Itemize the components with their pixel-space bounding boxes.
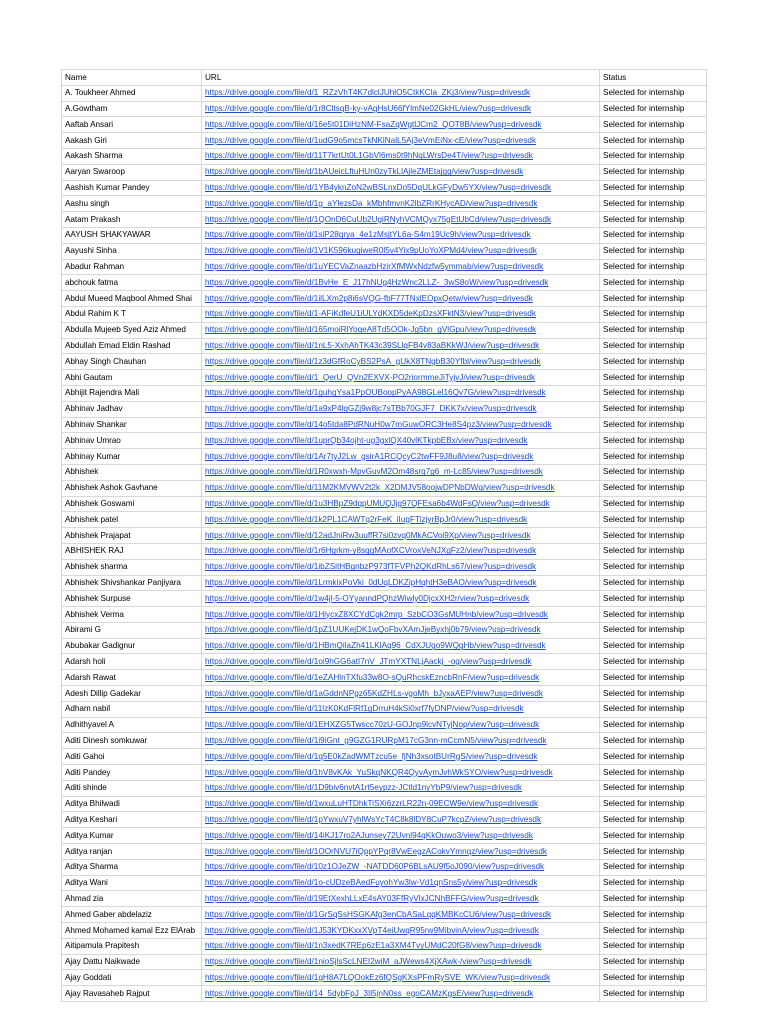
status-cell: Selected for internship: [600, 354, 707, 370]
url-cell: [202, 385, 600, 401]
drive-link[interactable]: https://drive.google.com/file/d/1o-cUDzeBAedFuyohYw3lw-Vd1qnSns5y/view?usp=drivesdk: [205, 878, 538, 888]
table-row: [62, 385, 707, 401]
drive-link[interactable]: https://drive.google.com/file/d/1J53KYDKxxXVpT4eiUwqR95rw9MibvinA/view?usp=drivesdk: [205, 925, 539, 935]
name-cell: Aditya ranjan: [62, 844, 202, 860]
url-cell: [202, 306, 600, 322]
url-cell: [202, 512, 600, 528]
table-row: [62, 970, 707, 986]
name-cell: Abdul Rahim K T: [62, 306, 202, 322]
name-cell: abchouk fatma: [62, 275, 202, 291]
name-cell: Aditya Sharma: [62, 859, 202, 875]
drive-link[interactable]: https://drive.google.com/file/d/1hV8vKAk_YuSkqNKQR4QyvAymJvhWkSYO/view?usp=drivesdk: [205, 767, 553, 777]
status-cell: Selected for internship: [600, 480, 707, 496]
name-cell: Aashu singh: [62, 196, 202, 212]
drive-link[interactable]: https://drive.google.com/file/d/1oi9hGG6atI7nV_JTmYXTNLjAackj_-og/view?usp=drivesdk: [205, 656, 532, 666]
url-cell: [202, 701, 600, 717]
url-cell: [202, 954, 600, 970]
drive-link[interactable]: https://drive.google.com/file/d/1pYwxuV7yhlWsYcT4C8k8lDY8CuP7kcpZ/view?usp=drivesdk: [205, 814, 542, 824]
drive-link[interactable]: https://drive.google.com/file/d/1_RZzVhT4K7dlclJUhlO5CtkKCla_ZKj3/view?usp=drivesdk: [205, 88, 531, 98]
drive-link[interactable]: https://drive.google.com/file/d/1a9xP4lqGZj9w8jc7sTBb70GJF7_DKK7x/view?usp=drivesdk: [205, 404, 537, 414]
table-row: [62, 322, 707, 338]
name-cell: Abhishek Verma: [62, 607, 202, 623]
url-cell: [202, 275, 600, 291]
drive-link[interactable]: https://drive.google.com/file/d/12adJniRw3uuffR7si0zvq0MkACVoi9Xp/view?usp=drivesdk: [205, 530, 531, 540]
url-cell: [202, 543, 600, 559]
name-cell: Aditya Bhilwadi: [62, 796, 202, 812]
table-row: [62, 306, 707, 322]
status-cell: Selected for internship: [600, 133, 707, 149]
status-cell: Selected for internship: [600, 686, 707, 702]
url-cell: [202, 812, 600, 828]
status-cell: Selected for internship: [600, 401, 707, 417]
status-cell: Selected for internship: [600, 227, 707, 243]
drive-link[interactable]: https://drive.google.com/file/d/16e5t01DiHzNM-FsaZqWgtlJCm2_QOT8B/view?usp=drivesdk: [205, 119, 542, 129]
url-cell: [202, 354, 600, 370]
url-cell: [202, 148, 600, 164]
table-row: [62, 528, 707, 544]
name-cell: Abhishek Shivshankar Panjiyara: [62, 575, 202, 591]
status-cell: Selected for internship: [600, 607, 707, 623]
table-row: [62, 512, 707, 528]
status-cell: Selected for internship: [600, 638, 707, 654]
url-cell: [202, 970, 600, 986]
drive-link[interactable]: https://drive.google.com/file/d/1r8CltsqB-ky-vAgHsU66fYlmNe02GkHL/view?usp=drivesdk: [205, 104, 532, 114]
status-cell: Selected for internship: [600, 622, 707, 638]
status-cell: Selected for internship: [600, 780, 707, 796]
applicants-table: [61, 69, 707, 1002]
table-row: [62, 148, 707, 164]
status-cell: Selected for internship: [600, 701, 707, 717]
status-cell: Selected for internship: [600, 717, 707, 733]
status-cell: Selected for internship: [600, 370, 707, 386]
url-cell: [202, 322, 600, 338]
table-row: [62, 401, 707, 417]
url-cell: [202, 749, 600, 765]
table-row: [62, 433, 707, 449]
table-row: [62, 275, 707, 291]
url-cell: [202, 133, 600, 149]
url-cell: [202, 670, 600, 686]
name-cell: Adarsh holi: [62, 654, 202, 670]
status-cell: Selected for internship: [600, 828, 707, 844]
name-cell: Abhi Gautam: [62, 370, 202, 386]
table-row: [62, 938, 707, 954]
status-cell: Selected for internship: [600, 433, 707, 449]
name-cell: Abdulla Mujeeb Syed Aziz Ahmed: [62, 322, 202, 338]
table-row: [62, 417, 707, 433]
table-row: [62, 133, 707, 149]
name-cell: Abdul Mueed Maqbool Ahmed Shai: [62, 291, 202, 307]
url-cell: [202, 622, 600, 638]
name-cell: Aditya Wani: [62, 875, 202, 891]
name-cell: Aditi Dinesh somkuwar: [62, 733, 202, 749]
drive-link[interactable]: https://drive.google.com/file/d/1LrmkixPoVki_0dUqLDKZipHqhtH3eBAO/view?usp=drivesdk: [205, 578, 537, 587]
name-cell: Abhishek Prajapat: [62, 528, 202, 544]
url-cell: [202, 496, 600, 512]
name-cell: Abhishek Goswami: [62, 496, 202, 512]
status-cell: Selected for internship: [600, 180, 707, 196]
name-cell: Abhinav Shankar: [62, 417, 202, 433]
drive-link[interactable]: https://drive.google.com/file/d/1pZ1UUKejDK1wQoFbvXAmJjeByxhj0b79/view?usp=drivesdk: [205, 625, 541, 635]
table-row: [62, 923, 707, 939]
table-row: [62, 701, 707, 717]
drive-link[interactable]: https://drive.google.com/file/d/1OOrNVU7iQppYPqr8VwEegzACokvYmnqz/view?usp=drivesdk: [205, 846, 547, 856]
table-row: [62, 354, 707, 370]
status-cell: Selected for internship: [600, 559, 707, 575]
table-body: [62, 85, 707, 1001]
table-row: [62, 291, 707, 307]
status-cell: Selected for internship: [600, 464, 707, 480]
drive-link[interactable]: https://drive.google.com/file/d/1-AFiKdfeU1iULYdKXD5deKpDzsXFktN3/view?usp=drivesdk: [205, 309, 536, 319]
table-row: [62, 954, 707, 970]
status-cell: Selected for internship: [600, 907, 707, 923]
drive-link[interactable]: https://drive.google.com/file/d/1Ar7tyJ2Lw_gsirA1RCQcyC2twFF9J8u8/view?usp=drivesdk: [205, 451, 534, 461]
drive-link[interactable]: https://drive.google.com/file/d/1guhgYsa1PpOUBoopPyAA98GLel16Qv7G/view?usp=drivesdk: [205, 388, 546, 398]
status-cell: Selected for internship: [600, 117, 707, 133]
status-cell: Selected for internship: [600, 749, 707, 765]
table-row: [62, 164, 707, 180]
status-cell: Selected for internship: [600, 796, 707, 812]
drive-link[interactable]: https://drive.google.com/file/d/1g_aYlezsDa_kMbhfmvnK2lbZRrKHycAD/view?usp=drivesdk: [205, 198, 538, 208]
name-cell: Adham nabil: [62, 701, 202, 717]
url-cell: [202, 180, 600, 196]
name-cell: Aditya Keshari: [62, 812, 202, 828]
url-cell: [202, 433, 600, 449]
url-cell: [202, 164, 600, 180]
name-cell: Ahmed Mohamed kamal Ezz ElArab: [62, 923, 202, 939]
url-cell: [202, 938, 600, 954]
url-cell: [202, 227, 600, 243]
status-cell: Selected for internship: [600, 85, 707, 101]
table-row: [62, 101, 707, 117]
table-row: [62, 196, 707, 212]
drive-link[interactable]: https://drive.google.com/file/d/1ibZSitHBgnbzP973fTFVPh2QKdRhLs67/view?usp=drivesdk: [205, 562, 537, 572]
url-cell: [202, 907, 600, 923]
name-cell: Aditi shinde: [62, 780, 202, 796]
table-row: [62, 464, 707, 480]
status-cell: Selected for internship: [600, 338, 707, 354]
status-cell: Selected for internship: [600, 528, 707, 544]
url-cell: [202, 196, 600, 212]
status-cell: Selected for internship: [600, 591, 707, 607]
name-cell: Ajay Dattu Naikwade: [62, 954, 202, 970]
drive-link[interactable]: https://drive.google.com/file/d/1EHXZG5Twscc70zU-GOJnp9lcvNTyjNop/view?usp=drivesdk: [205, 720, 540, 730]
status-cell: Selected for internship: [600, 654, 707, 670]
name-cell: Abhijit Rajendra Mali: [62, 385, 202, 401]
header-name: Name: [62, 70, 202, 86]
drive-link[interactable]: https://drive.google.com/file/d/1GrSqSsHSGKAfg3enCbASaLqqKMBKcCU6/view?usp=drivesdk: [205, 909, 552, 919]
table-row: [62, 449, 707, 465]
url-cell: [202, 212, 600, 228]
url-cell: [202, 338, 600, 354]
name-cell: Abhishek Ashok Gavhane: [62, 480, 202, 496]
status-cell: Selected for internship: [600, 275, 707, 291]
url-cell: [202, 780, 600, 796]
name-cell: Aitipamula Prapitesh: [62, 938, 202, 954]
url-cell: [202, 923, 600, 939]
status-cell: Selected for internship: [600, 575, 707, 591]
drive-link[interactable]: https://drive.google.com/file/d/1aGddnNPgz65KdZHLs-vgoMh_bJyxaAEP/view?usp=drivesdk: [205, 688, 543, 698]
status-cell: Selected for internship: [600, 543, 707, 559]
url-cell: [202, 401, 600, 417]
url-cell: [202, 117, 600, 133]
drive-link[interactable]: https://drive.google.com/file/d/11M2KMVWV2t2k_X2DMJV58oojwDPNbDWq/view?usp=drivesdk: [205, 483, 555, 493]
status-cell: Selected for internship: [600, 243, 707, 259]
drive-link[interactable]: https://drive.google.com/file/d/1udG9o5mcsTkNKlNalL5Aj3eVmEiNx-cE/view?usp=drivesdk: [205, 135, 537, 145]
table-row: [62, 907, 707, 923]
url-cell: [202, 654, 600, 670]
drive-link[interactable]: https://drive.google.com/file/d/1n3xedK7REp6zE1a3XM4TvyUMdC20fG8/view?usp=drivesdk: [205, 941, 542, 951]
drive-link[interactable]: https://drive.google.com/file/d/1HiycxZ8XCYdCgk2mrp_SzbCO3GsMUHnb/view?usp=drivesdk: [205, 609, 548, 619]
name-cell: A. Toukheer Ahmed: [62, 85, 202, 101]
drive-link[interactable]: https://drive.google.com/file/d/1nioSjlsScLNEI2wiM_aJWews4XjXAwk-/view?usp=drivesdk: [205, 957, 532, 967]
url-cell: [202, 607, 600, 623]
name-cell: Ahmad zia: [62, 891, 202, 907]
name-cell: Abhinay Kumar: [62, 449, 202, 465]
drive-link[interactable]: https://drive.google.com/file/d/1QOnD6CuUb2UgiRNyhVCMQyx75gEtUbCd/view?usp=drivesdk: [205, 214, 552, 224]
table-row: [62, 85, 707, 101]
url-cell: [202, 765, 600, 781]
table-row: [62, 559, 707, 575]
table-row: [62, 733, 707, 749]
header-status: Status: [600, 70, 707, 86]
status-cell: Selected for internship: [600, 765, 707, 781]
url-cell: [202, 591, 600, 607]
status-cell: Selected for internship: [600, 512, 707, 528]
name-cell: Adesh Dillip Gadekar: [62, 686, 202, 702]
name-cell: Abhinav Umrao: [62, 433, 202, 449]
table-row: [62, 670, 707, 686]
url-cell: [202, 575, 600, 591]
url-cell: [202, 480, 600, 496]
status-cell: Selected for internship: [600, 259, 707, 275]
table-row: [62, 812, 707, 828]
name-cell: Abubakar Gadignur: [62, 638, 202, 654]
url-cell: [202, 464, 600, 480]
drive-link[interactable]: https://drive.google.com/file/d/1u3HBpZ9dqpUMUQJjg97QFEsa6b4WdFsQ/view?usp=drivesdk: [205, 499, 550, 509]
table-row: [62, 654, 707, 670]
status-cell: Selected for internship: [600, 923, 707, 939]
url-cell: [202, 528, 600, 544]
table-row: [62, 828, 707, 844]
table-row: [62, 480, 707, 496]
url-cell: [202, 733, 600, 749]
table-row: [62, 243, 707, 259]
name-cell: Aditi Gahoi: [62, 749, 202, 765]
table-row: [62, 575, 707, 591]
table-row: [62, 622, 707, 638]
status-cell: Selected for internship: [600, 970, 707, 986]
name-cell: Aatam Prakash: [62, 212, 202, 228]
status-cell: Selected for internship: [600, 322, 707, 338]
name-cell: Abirami G: [62, 622, 202, 638]
status-cell: Selected for internship: [600, 733, 707, 749]
table-row: [62, 370, 707, 386]
header-row: [62, 70, 707, 86]
table-row: [62, 859, 707, 875]
status-cell: Selected for internship: [600, 986, 707, 1002]
name-cell: Aditya Kumar: [62, 828, 202, 844]
drive-link[interactable]: https://drive.google.com/file/d/1nL5-XxhAhTK43c39SLlqFB4v83aBKkWJ/view?usp=drivesdk: [205, 341, 540, 351]
drive-link[interactable]: https://drive.google.com/file/d/1D9biv6nvtA1rt5eypzz-JCtld1nyYbP9/view?usp=drivesdk: [205, 783, 522, 793]
drive-link[interactable]: https://drive.google.com/file/d/10z1OJeZW_-NATDD60P6BLsAU9f5oJ090/view?usp=drivesdk: [205, 862, 545, 872]
url-cell: [202, 559, 600, 575]
name-cell: Abhishek patel: [62, 512, 202, 528]
table-row: [62, 686, 707, 702]
status-cell: Selected for internship: [600, 812, 707, 828]
name-cell: AAYUSH SHAKYAWAR: [62, 227, 202, 243]
url-cell: [202, 686, 600, 702]
name-cell: Aakash Giri: [62, 133, 202, 149]
drive-link[interactable]: https://drive.google.com/file/d/1slP28qrya_4e1zMsjtYL6a-S4m19Uc9h/view?usp=drivesdk: [205, 230, 531, 240]
drive-link[interactable]: https://drive.google.com/file/d/1bAUeicLftuHUn0zyTkLlAjleZMEtajgg/view?usp=drivesdk: [205, 167, 524, 177]
name-cell: Abhishek sharma: [62, 559, 202, 575]
drive-link[interactable]: https://drive.google.com/file/d/1z3dGfRoCyBS2PsA_gUkX8TNgbB30Yfbl/view?usp=drivesdk: [205, 356, 541, 366]
table-row: [62, 543, 707, 559]
status-cell: Selected for internship: [600, 938, 707, 954]
drive-link[interactable]: https://drive.google.com/file/d/1eZAHlnTXfu33w8O-sQuRhcskEzncbRnF/view?usp=drivesdk: [205, 672, 540, 682]
url-cell: [202, 291, 600, 307]
table-row: [62, 117, 707, 133]
url-cell: [202, 243, 600, 259]
drive-link[interactable]: https://drive.google.com/file/d/1k2PL1CAWTq2rFeK_iIugFTizjyrBpJr0/view?usp=drivesdk: [205, 514, 528, 524]
table-row: [62, 607, 707, 623]
name-cell: Adarsh Rawat: [62, 670, 202, 686]
url-cell: [202, 449, 600, 465]
table-row: [62, 891, 707, 907]
status-cell: Selected for internship: [600, 496, 707, 512]
drive-link[interactable]: https://drive.google.com/file/d/1uprQb34ojht-ug3gxlQX40vlKTkpbEBx/view?usp=drivesdk: [205, 435, 528, 445]
table-row: [62, 844, 707, 860]
status-cell: Selected for internship: [600, 101, 707, 117]
name-cell: Abhishek: [62, 464, 202, 480]
name-cell: Aakash Sharma: [62, 148, 202, 164]
table-row: [62, 227, 707, 243]
table-row: [62, 259, 707, 275]
name-cell: Ajay Goddati: [62, 970, 202, 986]
status-cell: Selected for internship: [600, 306, 707, 322]
url-cell: [202, 844, 600, 860]
status-cell: Selected for internship: [600, 859, 707, 875]
status-cell: Selected for internship: [600, 670, 707, 686]
url-cell: [202, 796, 600, 812]
table-row: [62, 986, 707, 1002]
table-row: [62, 496, 707, 512]
drive-link[interactable]: https://drive.google.com/file/d/1_QerU_QVn2EXVX-PO2riormmeJiTyjvJ/view?usp=drivesdk: [205, 372, 536, 382]
drive-link[interactable]: https://drive.google.com/file/d/165moiRlYoqeA8Td5OOk-Jg5bn_gVlGpu/view?usp=drivesdk: [205, 325, 537, 335]
status-cell: Selected for internship: [600, 449, 707, 465]
status-cell: Selected for internship: [600, 196, 707, 212]
spreadsheet: [61, 69, 706, 1002]
url-cell: [202, 417, 600, 433]
drive-link[interactable]: https://drive.google.com/file/d/1wxuLuHTDhkTiSXi6zzrLR22n-09ECW9e/view?usp=drivesdk: [205, 799, 539, 809]
name-cell: Abhishek Surpuse: [62, 591, 202, 607]
url-cell: [202, 259, 600, 275]
drive-link[interactable]: https://drive.google.com/file/d/14_5dybFpJ_3Il5jnN0ss_egoCAMzKgsE/view?usp=drivesdk: [205, 988, 534, 998]
drive-link[interactable]: https://drive.google.com/file/d/1V1K596kugiweR0l5v4Yix9pUoYoXPMd4/view?usp=drivesdk: [205, 246, 537, 256]
drive-link[interactable]: https://drive.google.com/file/d/1q5E0kZadWMTzcu5e_fjNh3xsotBUrRgS/view?usp=drivesdk: [205, 751, 538, 761]
name-cell: Ajay Ravasaheb Rajput: [62, 986, 202, 1002]
status-cell: Selected for internship: [600, 844, 707, 860]
drive-link[interactable]: https://drive.google.com/file/d/1gH8A7LQOokEz6fQSgKXsPFmRySVE_WK/view?usp=drivesdk: [205, 972, 551, 982]
table-row: [62, 765, 707, 781]
table-row: [62, 796, 707, 812]
drive-link[interactable]: https://drive.google.com/file/d/1YB4yknZoN2wBSLnxDo5DqULkGFyDw5YX/view?usp=drivesdk: [205, 183, 552, 193]
url-cell: [202, 891, 600, 907]
url-cell: [202, 101, 600, 117]
drive-link[interactable]: https://drive.google.com/file/d/1HBmQilaZh41LKlAq96_CdXJUgo9WQgHb/view?usp=drivesdk: [205, 641, 546, 651]
drive-link[interactable]: https://drive.google.com/file/d/1ilLXm2p8i6sVQG-fbF77TNxlEOpxQetw/view?usp=drivesdk: [205, 293, 533, 303]
table-row: [62, 875, 707, 891]
url-cell: [202, 370, 600, 386]
name-cell: Aayushi Sinha: [62, 243, 202, 259]
url-cell: [202, 875, 600, 891]
drive-link[interactable]: https://drive.google.com/file/d/11T7krtUt0L1GbVl6ms0t9hNqLWrsDe4T/view?usp=drivesdk: [205, 151, 533, 161]
status-cell: Selected for internship: [600, 891, 707, 907]
status-cell: Selected for internship: [600, 148, 707, 164]
table-row: [62, 749, 707, 765]
url-cell: [202, 638, 600, 654]
name-cell: A.Gowtham: [62, 101, 202, 117]
url-cell: [202, 986, 600, 1002]
url-cell: [202, 859, 600, 875]
table-row: [62, 717, 707, 733]
name-cell: ABHISHEK RAJ: [62, 543, 202, 559]
url-cell: [202, 717, 600, 733]
table-row: [62, 780, 707, 796]
name-cell: Adhithyavel A: [62, 717, 202, 733]
url-cell: [202, 85, 600, 101]
table-row: [62, 180, 707, 196]
name-cell: Aaryan Swaroop: [62, 164, 202, 180]
table-row: [62, 212, 707, 228]
url-cell: [202, 828, 600, 844]
name-cell: Abdullah Emad Eldin Rashad: [62, 338, 202, 354]
status-cell: Selected for internship: [600, 954, 707, 970]
drive-link[interactable]: https://drive.google.com/file/d/19EtXexhLLxE4sAY03FfRyVlxJCNhBFFG/view?usp=drivesdk: [205, 893, 539, 903]
drive-link[interactable]: https://drive.google.com/file/d/1r6Hgrkm-y8sggMAofXCVroxVeNJXgFz2/view?usp=drivesdk: [205, 546, 537, 556]
status-cell: Selected for internship: [600, 212, 707, 228]
name-cell: Ahmed Gaber abdelaziz: [62, 907, 202, 923]
status-cell: Selected for internship: [600, 417, 707, 433]
drive-link[interactable]: https://drive.google.com/file/d/11lzK0KdFlRf1gDrruH4kSi0xrf7fyDNP/view?usp=drivesdk: [205, 704, 524, 714]
drive-link[interactable]: https://drive.google.com/file/d/1w4jl-5-OYyanndPQhzWiwly0DjcxXH2r/view?usp=drivesdk: [205, 593, 530, 603]
name-cell: Abhay Singh Chauhan: [62, 354, 202, 370]
name-cell: Abadur Rahman: [62, 259, 202, 275]
name-cell: Abhinav Jadhav: [62, 401, 202, 417]
status-cell: Selected for internship: [600, 875, 707, 891]
table-row: [62, 638, 707, 654]
table-row: [62, 591, 707, 607]
name-cell: Aaftab Ansari: [62, 117, 202, 133]
status-cell: Selected for internship: [600, 291, 707, 307]
header-url: URL: [202, 70, 600, 86]
name-cell: Aashish Kumar Pandey: [62, 180, 202, 196]
drive-link[interactable]: https://drive.google.com/file/d/1R0xwxh-MpvGuvM2Om48srq7g6_m-Lc85/view?usp=drivesdk: [205, 467, 543, 477]
drive-link[interactable]: https://drive.google.com/file/d/14iKJ17ro2AJunsey72Uvnl94qKkOuwo3/view?usp=drivesdk: [205, 830, 533, 840]
drive-link[interactable]: https://drive.google.com/file/d/1BvHe_E_J17hNUg4HzWnc2LLZ-_3wS8oW/view?usp=drivesdk: [205, 277, 549, 287]
name-cell: Aditi Pandey: [62, 765, 202, 781]
status-cell: Selected for internship: [600, 385, 707, 401]
drive-link[interactable]: https://drive.google.com/file/d/14o5tda8PdRNuH0w7mGuwORC3He8S4pz3/view?usp=drivesdk: [205, 420, 552, 430]
status-cell: Selected for internship: [600, 164, 707, 180]
table-row: [62, 338, 707, 354]
drive-link[interactable]: https://drive.google.com/file/d/1i9iGnt_g9GZG1RURpM17cG3nn-mCcmN5/view?usp=drivesdk: [205, 735, 547, 745]
drive-link[interactable]: https://drive.google.com/file/d/1uYECVaZnaazbHzirXfMWxNdzfw5ymmab/view?usp=drivesdk: [205, 262, 544, 272]
